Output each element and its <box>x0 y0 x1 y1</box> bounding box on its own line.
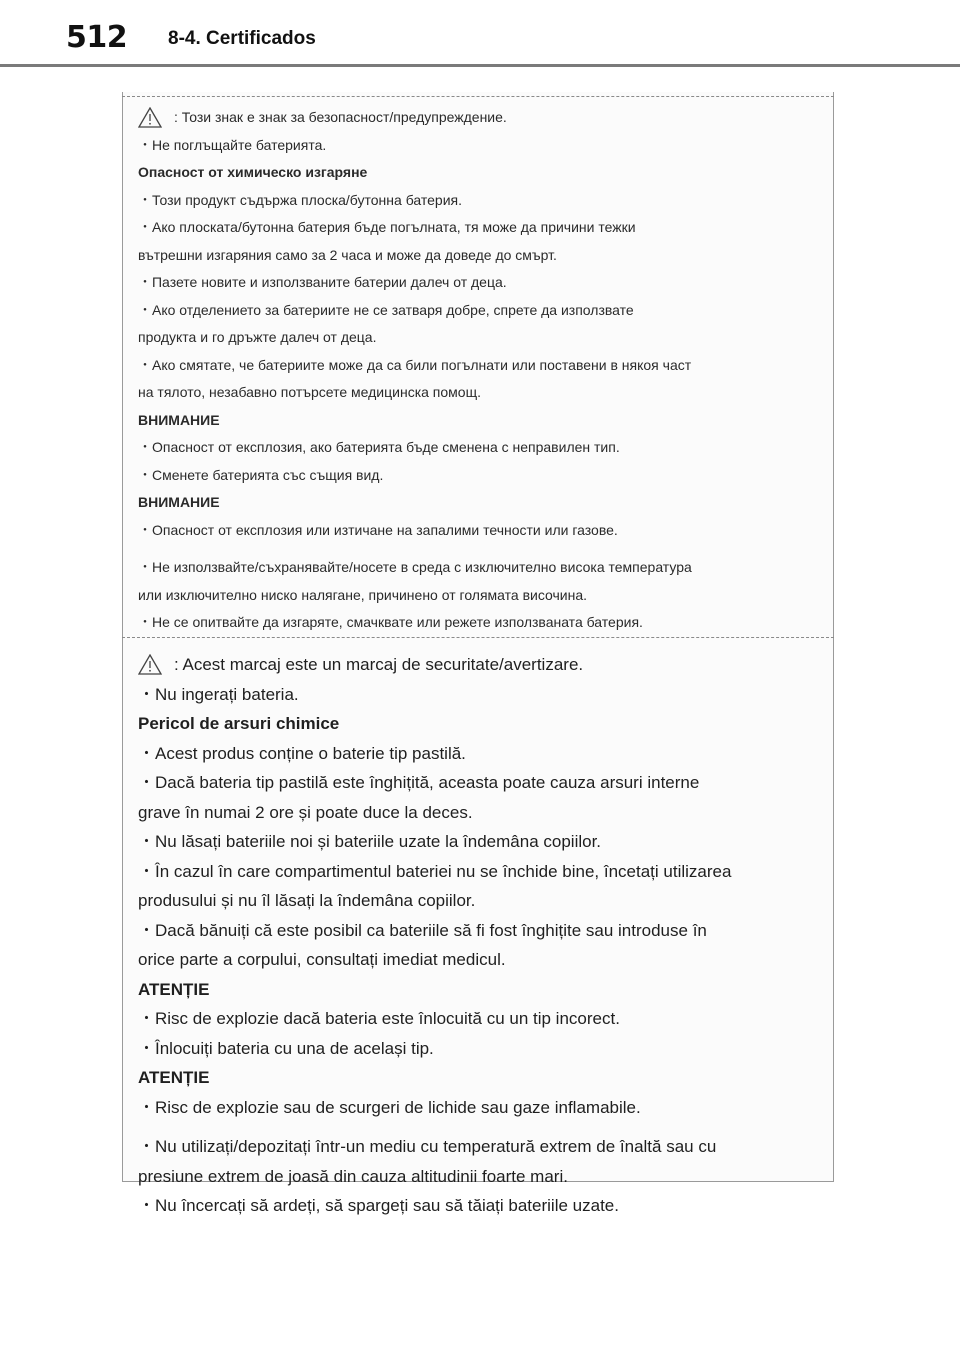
bg-line: ・Не използвайте/съхранявайте/носете в среда с изключително висока температура <box>138 559 692 575</box>
bg-warning-text: : Този знак е знак за безопасност/предупреждение. <box>174 109 507 125</box>
bg-line: ・Ако плоската/бутонна батерия бъде погълната, тя може да причини тежки <box>138 219 636 235</box>
ro-line: ・Risc de explozie dacă bateria este înlocuită cu un tip incorect. <box>138 1009 620 1028</box>
ro-line: ・În cazul în care compartimentul bateriei nu se închide bine, încetați utilizarea <box>138 861 732 881</box>
bg-line: ・Опасност от експлозия, ако батерията бъде сменена с неправилен тип. <box>138 439 620 455</box>
ro-line: ・Dacă bateria tip pastilă este înghițită, aceasta poate cauza arsuri interne <box>138 773 700 792</box>
bg-line: вътрешни изгаряния само за 2 часа и може да доведе до смърт. <box>138 246 557 263</box>
warning-triangle-icon <box>138 654 164 676</box>
certificate-scan <box>122 92 834 1215</box>
bg-line: ・Пазете новите и използваните батерии далеч от деца. <box>138 274 507 290</box>
bg-line: на тялото, незабавно потърсете медицинска помощ. <box>138 384 481 400</box>
scan-border-top <box>122 96 834 97</box>
ro-line: ・Nu utilizați/depozitați într-un mediu cu temperatură extrem de înaltă sau cu <box>138 1137 717 1156</box>
ro-warning-text: : Acest marcaj este un marcaj de securitate/avertizare. <box>174 655 584 674</box>
ro-line: ・Înlocuiți bateria cu una de același tip. <box>138 1038 434 1058</box>
ro-line: ・Dacă bănuiți că este posibil ca bateriile să fi fost înghițite sau introduse în <box>138 920 707 940</box>
ro-heading-caution: ATENȚIE <box>138 1068 210 1087</box>
ro-line: ・Acest produs conține o baterie tip pastilă. <box>138 743 466 763</box>
bg-line: ・Сменете батерията със същия вид. <box>138 466 384 483</box>
ro-line: produsului și nu îl lăsați la îndemâna copiilor. <box>138 891 476 910</box>
romanian-warnings <box>138 650 828 1221</box>
bg-line: или изключително ниско налягане, причинено от голямата височина. <box>138 586 587 603</box>
ro-heading-chemical-burn: Pericol de arsuri chimice <box>138 714 340 733</box>
ro-line: ・Nu lăsați bateriile noi și bateriile uzate la îndemâna copiilor. <box>138 832 602 851</box>
page-number: 512 <box>66 20 128 55</box>
section-title: 8-4. Certificados <box>168 28 316 49</box>
bg-line: ・Ако смятате, че батериите може да са били погълнати или поставени в някоя част <box>138 356 692 373</box>
ro-line: grave în numai 2 ore și poate duce la deces. <box>138 802 473 822</box>
ro-line: ・Risc de explozie sau de scurgeri de lichide sau gaze inflamabile. <box>138 1097 641 1117</box>
header-divider <box>0 64 960 67</box>
bg-heading-chemical-burn: Опасност от химическо изгаряне <box>138 164 368 180</box>
ro-line: ・Nu încercați să ardeți, să spargeți sau să tăiați bateriile uzate. <box>138 1196 619 1215</box>
bg-line: продукта и го дръжте далеч от деца. <box>138 329 377 345</box>
bg-heading-caution: ВНИМАНИЕ <box>138 411 220 428</box>
bg-line: ・Опасност от експлозия или изтичане на запалими течности или газове. <box>138 521 618 538</box>
bg-heading-caution: ВНИМАНИЕ <box>138 494 220 510</box>
ro-line: orice parte a corpului, consultați imediat medicul. <box>138 950 506 969</box>
page-header <box>0 0 960 68</box>
bulgarian-warnings <box>138 104 828 637</box>
ro-line: presiune extrem de joasă din cauza altitudinii foarte mari. <box>138 1166 568 1186</box>
warning-triangle-icon <box>138 107 164 129</box>
ro-warning-line <box>138 650 828 680</box>
bg-line: ・Не се опитвайте да изгаряте, смачквате или режете използваната батерия. <box>138 614 643 630</box>
bg-line: ・Ако отделението за батериите не се затваря добре, спрете да използвате <box>138 301 634 318</box>
bg-line: ・Не поглъщайте батерията. <box>138 136 327 153</box>
language-divider <box>122 637 834 638</box>
bg-warning-line <box>138 104 828 132</box>
ro-heading-caution: ATENȚIE <box>138 979 210 999</box>
ro-line: ・Nu ingerați bateria. <box>138 684 299 704</box>
bg-line: ・Този продукт съдържа плоска/бутонна батерия. <box>138 191 462 208</box>
